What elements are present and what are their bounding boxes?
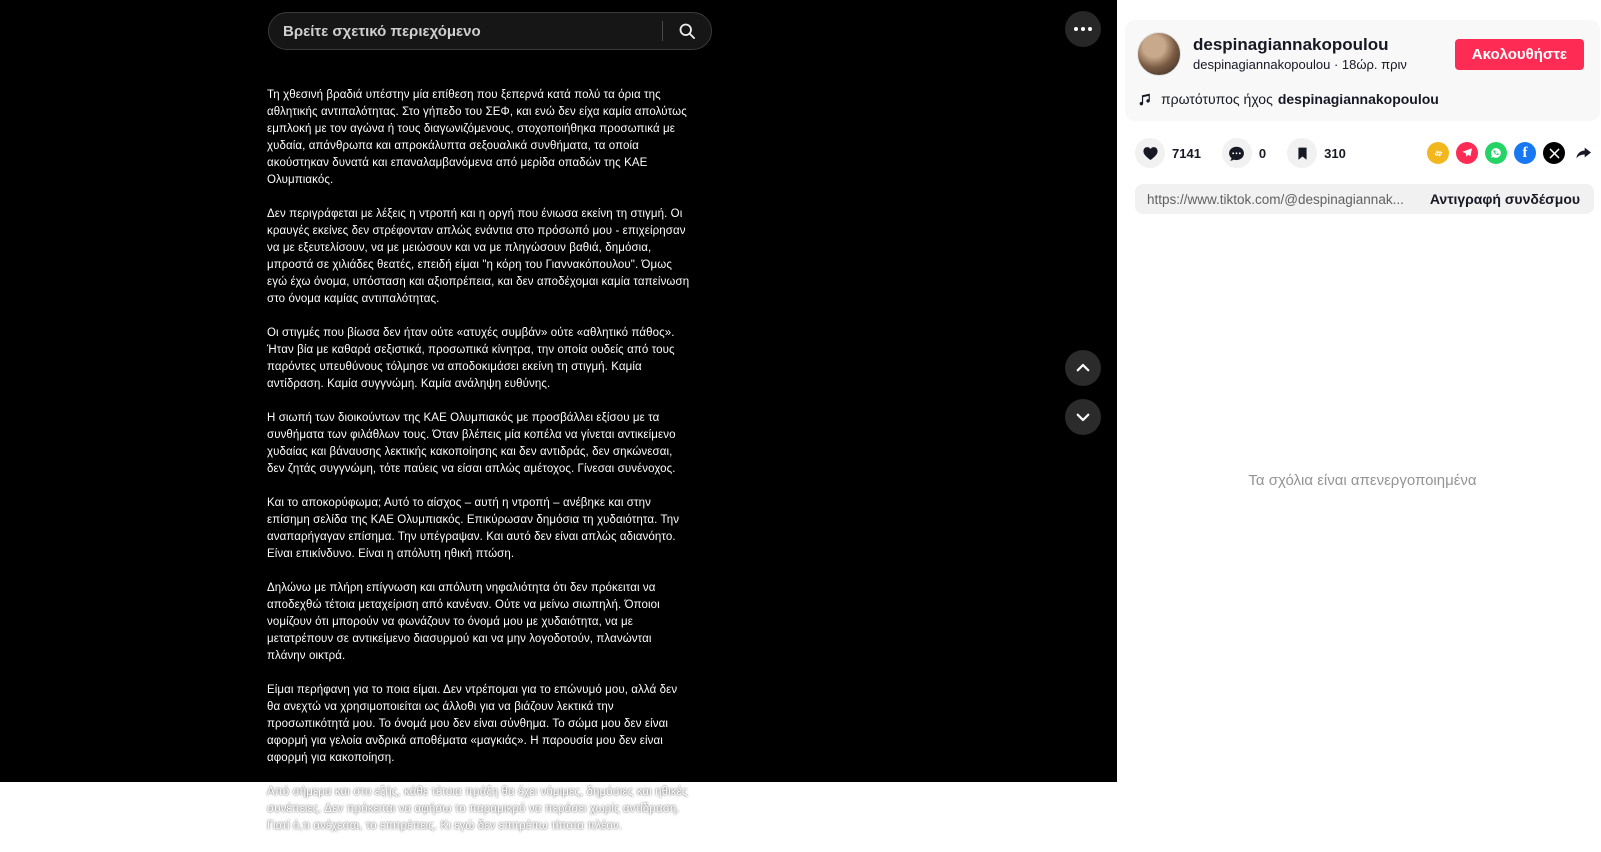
heart-icon: [1142, 145, 1159, 162]
send-to-friends-button[interactable]: [1456, 142, 1478, 164]
video-info-panel: [1117, 0, 1601, 782]
bookmarks-count: 310: [1324, 145, 1346, 161]
bookmarks-stat: [1287, 138, 1346, 168]
repost-button[interactable]: [1427, 142, 1449, 164]
search-icon: [677, 21, 697, 41]
overlay-paragraph: Δεν περιγράφεται με λέξεις η ντροπή και η οργή που ένιωσα εκείνη τη στιγμή. Οι κραυγές εκείνες δεν στρέφονταν απλώς ενάντια στο πρόσωπό μου - επιχείρησαν να με εξευτελίσουν, να με μειώσουν και να με πληγώσουν βαθιά, δημόσια, μπροστά σε χιλιάδες θεατές, επειδή είμαι "η κόρη του Γιαννακόπουλου". Όμως εγώ έχω όνομα, υπόσταση και αξιοπρέπεια, και δεν αποδέχομαι καμία ταπείνωση στο όνομα καμίας αντιπαλότητας.: [267, 208, 690, 305]
avatar[interactable]: [1137, 32, 1181, 76]
comments-disabled-message: Τα σχόλια είναι απενεργοποιημένα: [1248, 472, 1477, 489]
comments-count: 0: [1258, 145, 1267, 161]
overlay-paragraph: Τη χθεσινή βραδιά υπέστην μία επίθεση που ξεπερνά κατά πολύ τα όρια της αθλητικής αντιπαλότητας. Στο γήπεδο του ΣΕΦ, και ενώ δεν είχα καμία απολύτως εμπλοκή με τον αγώνα ή τους διαγωνιζόμενους, στοχοποιήθηκα προσωπικά με χυδαία, απάνθρωπα και απροκάλυπτα σεξουαλικά συνθήματα, τα οποία ακούστηκαν δυνατά και επαναλαμβανόμενα από μερίδα οπαδών της ΚΑΕ Ολυμπιακός.: [267, 89, 687, 186]
username-and-time: despinagiannakopoulou · 18ώρ. πριν: [1193, 57, 1407, 72]
chevron-up-icon: [1074, 359, 1092, 377]
video-text-overlay: [267, 87, 691, 852]
likes-count: 7141: [1172, 145, 1201, 161]
bookmark-button[interactable]: [1287, 138, 1317, 168]
overlay-paragraph: Η σιωπή των διοικούντων της ΚΑΕ Ολυμπιακός με προσβάλλει εξίσου με τα συνθήματα των φιλάθλων τους. Όταν βλέπεις μία κοπέλα να γίνεται αντικείμενο χυδαίας και βάναυσης λεκτικής κακοποίησης και δεν αντιδράς, δεν σηκώνεσαι, δεν ζητάς συγγνώμη, τότε παύεις να είσαι απλώς αμέτοχος. Γίνεσαι συνένοχος.: [267, 412, 676, 475]
profile-card: [1125, 20, 1600, 121]
comments-stat: [1222, 138, 1266, 168]
overlay-paragraph: Οι στιγμές που βίωσα δεν ήταν ούτε «ατυχές συμβάν» ούτε «αθλητικό πάθος». Ήταν βία με καθαρά σεξιστικά, προσωπικά κίνητρα, την οποία ουδείς από τους παρόντες υπευθύνους τόλμησε να αποδοκιμάσει εκείνη τη στιγμή. Καμία αντίδραση. Καμία συγγνώμη. Καμία ανάληψη ευθύνης.: [267, 327, 675, 390]
like-button[interactable]: [1135, 138, 1165, 168]
music-note-icon: [1137, 92, 1152, 107]
paper-plane-icon: [1461, 147, 1473, 159]
share-arrow-icon: [1574, 144, 1593, 163]
x-icon: [1549, 148, 1560, 159]
next-video-button[interactable]: [1065, 399, 1101, 435]
bookmark-icon: [1295, 146, 1310, 161]
overlay-paragraph: Και το αποκορύφωμα; Αυτό το αίσχος – αυτή η ντροπή – ανέβηκε και στην επίσημη σελίδα της ΚΑΕ Ολυμπιακός. Επικύρωσαν δημόσια τη χυδαιότητα. Την αναπαρήγαγαν επίσημα. Την υπέγραψαν. Και αυτό δεν είναι απλώς αδιανόητο. Είναι επικίνδυνο. Είναι η απόλυτη ηθική πτώση.: [267, 497, 680, 560]
share-button[interactable]: [1572, 142, 1594, 164]
follow-button[interactable]: Ακολουθήστε: [1455, 39, 1584, 70]
more-icon: [1074, 27, 1078, 31]
copy-link-button[interactable]: Αντιγραφή συνδέσμου: [1416, 191, 1594, 207]
engagement-row: [1135, 138, 1594, 168]
more-options-button[interactable]: [1065, 11, 1101, 47]
video-url: https://www.tiktok.com/@despinagiannak...: [1147, 191, 1404, 207]
share-facebook-button[interactable]: [1514, 142, 1536, 164]
share-icons: [1427, 142, 1594, 164]
sound-row[interactable]: [1137, 91, 1584, 107]
likes-stat: [1135, 138, 1201, 168]
chevron-down-icon: [1074, 408, 1092, 426]
share-whatsapp-button[interactable]: [1485, 142, 1507, 164]
previous-video-button[interactable]: [1065, 350, 1101, 386]
repost-icon: [1432, 147, 1445, 160]
search-input[interactable]: [269, 13, 662, 49]
username[interactable]: despinagiannakopoulou: [1193, 35, 1389, 54]
whatsapp-icon: [1489, 146, 1503, 160]
share-x-button[interactable]: [1543, 142, 1565, 164]
overlay-paragraph: Από σήμερα και στο εξής, κάθε τέτοια πράξη θα έχει νόμιμες, δημόσιες και ηθικές συνέπειες. Δεν πρόκειται να αφήσω το παραμικρό να περάσει χωρίς αντίδραση. Γιατί ό,τι ανέχεσαι, το επιτρέπεις. Κι εγώ δεν επιτρέπω τίποτα πλέον.: [267, 786, 688, 832]
sound-author: despinagiannakopoulou: [1277, 91, 1439, 107]
copy-link-row: [1135, 184, 1594, 214]
search-button[interactable]: [663, 13, 711, 49]
overlay-paragraph: Είμαι περήφανη για το ποια είμαι. Δεν ντρέπομαι για το επώνυμό μου, αλλά δεν θα ανεχτώ να χρησιμοποιείται ως άλλοθι για να βιάζουν λεκτικά την προσωπικότητά μου. Το όνομά μου δεν είναι σύνθημα. Το σώμα μου δεν είναι αφορμή για γελοία ανδρικά αποθέματα «μαγκιάς». Η παρουσία μου δεν είναι αφορμή για κακοποίηση.: [267, 684, 678, 764]
facebook-icon: f: [1522, 144, 1528, 161]
comment-button[interactable]: [1222, 138, 1252, 168]
related-search-bar[interactable]: [268, 12, 712, 50]
comment-icon: [1228, 145, 1245, 162]
sound-prefix: πρωτότυπος ήχος: [1161, 91, 1273, 107]
overlay-paragraph: Δηλώνω με πλήρη επίγνωση και απόλυτη νηφαλιότητα ότι δεν πρόκειται να αποδεχθώ τέτοια μεταχείριση από κανέναν. Ούτε να μείνω σιωπηλή. Όποιοι νομίζουν ότι μπορούν να φωνάζουν το όνομά μου με χυδαιότητα, να με μετατρέπουν σε αντικείμενο διασυρμού και να μην λογοδοτούν, πλανώνται πλάνην οικτρά.: [267, 582, 660, 662]
